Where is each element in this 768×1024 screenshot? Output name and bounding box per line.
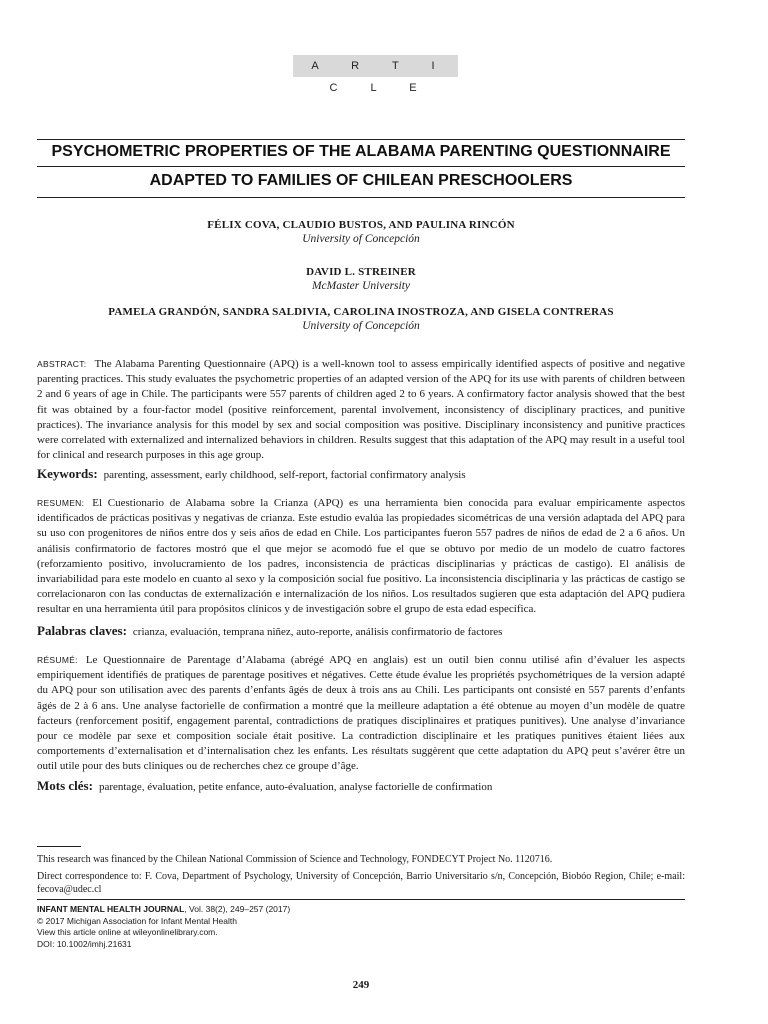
keywords-fr	[37, 778, 685, 794]
title-middle-rule	[37, 166, 685, 167]
palabras-claves-text: crianza, evaluación, temprana niñez, auto-reporte, análisis confirmatorio de factores	[132, 626, 503, 638]
journal-doi: DOI: 10.1002/imhj.21631	[37, 938, 132, 949]
journal-info	[37, 904, 685, 950]
journal-copyright: © 2017 Michigan Association for Infant Mental Health	[37, 915, 237, 926]
resumen-text: El Cuestionario de Alabama sobre la Crianza (APQ) es una herramienta bien conocida para evaluar empíricamente aspectos identificados de prácticas positivas y negativas de crianza. Este estudio evalúa las propiedades sicométricas de una versión adaptada del APQ para su uso con progenitores de niños entre dos y seis años de edad en Chile. Los participantes fueron 557 padres de niños de edad de 2 a 6 años. Un análisis confirmatorio de factores mostró que el que mejor se acomodó fue el que se obtuvo por medio de un modelo de cuatro factores (reforzamiento positivo, involucramiento de los padres, inconsistencia de prácticas disciplinarias y prácticas de castigo). El análisis de invariabilidad para este modelo en cuanto al sexo y la composición social fue positivo. La inconsistencia disciplinaria y las prácticas de castigo se correlacionaron con las conductas de externalización e internalización de los niños. Los resultados sugieren que esta adaptación del APQ pudiera resultar en una herramienta útil para propósitos clínicos y de investigación sobre el grupo de esta edad específica.	[37, 497, 685, 616]
keywords-label: Keywords:	[37, 466, 98, 481]
author-group-3: PAMELA GRANDÓN, SANDRA SALDIVIA, CAROLINA INOSTROZA, AND GISELA CONTRERAS	[108, 306, 614, 318]
journal-volume: , Vol. 38(2), 249–257 (2017)	[184, 904, 291, 914]
article-type-badge: A R T I C L E	[293, 55, 458, 77]
abstract-text: The Alabama Parenting Questionnaire (APQ) is a well-known tool to assess empirically identified aspects of positive and negative parenting practices. This study evaluates the psychometric properties of an adapted version of the APQ for its use with parents of children between 2 and 6 years of age in Chile. The participants were 557 parents of children aged 2 to 6 years. A confirmatory factor analysis showed that the best fit was obtained by a four-factor model (positive reinforcement, parental involvement, inconsistency of disciplinary practices, and punitive practices). The invariance analysis for this model by sex and social composition was positive. Disciplinary inconsistency and punitive practices were correlated with externalized and internalized behaviors in children. Results suggest that this adaptation of the APQ may result in a useful tool for clinical and research purposes in this age group.	[37, 358, 685, 462]
resume-text: Le Questionnaire de Parentage d’Alabama (abrégé APQ en anglais) est un outil bien connu utilisé afin d’évaluer les aspects empiriquement identifiés de pratiques de parentage positives et négatives. Cette étude évalue les propriétés psychométriques de la version adapté du APQ pour son utilisation avec des parents d’enfants âgés de deux à trois ans au Chili. Les participants ont consisté en 557 parents d’enfants âgés de 2 à 6 ans. Une analyse factorielle de confirmation a montré que la meilleure adaptation a été obtenue au moyen d’un modèle de quatre facteurs (renforcement positif, engagement parental, contradictions de pratiques disciplinaires et pratiques punitives). Une analyse d’invariance pour ce modèle par sexe et composition sociale était positive. La contradiction disciplinaire et les pratiques punitives étaient liées aux comportements d’externalisation et d’internalisation chez les enfants. Les résultats suggèrent que cette adaptation du APQ peut s’avérer être un outil utile pour des buts cliniques ou de recherches chez ce groupe d’âge.	[37, 654, 685, 773]
affiliation-2: McMaster University	[311, 280, 411, 292]
abstract-en	[37, 357, 685, 463]
journal-online: View this article online at wileyonlinelibrary.com.	[37, 927, 218, 937]
title-top-rule	[37, 139, 685, 140]
mots-cles-text: parentage, évaluation, petite enfance, auto-évaluation, analyse factorielle de confirmation	[98, 781, 493, 793]
affiliation-3: University of Concepción	[302, 320, 420, 332]
journal-info-rule	[37, 899, 685, 900]
palabras-claves-label: Palabras claves:	[37, 623, 127, 638]
author-group-2: DAVID L. STREINER	[306, 266, 416, 278]
mots-cles-label: Mots clés:	[37, 778, 93, 793]
author-group-1: FÉLIX COVA, CLAUDIO BUSTOS, AND PAULINA RINCÓN	[207, 219, 515, 231]
affiliation-1: University of Concepción	[302, 233, 420, 245]
keywords-text: parenting, assessment, early childhood, self-report, factorial confirmatory analysis	[103, 469, 466, 481]
abstract-label: ABSTRACT:	[37, 359, 87, 369]
funding-footnote: This research was financed by the Chilean National Commission of Science and Technology, FONDECYT Project No. 1120716.	[37, 854, 553, 865]
title-line-1: PSYCHOMETRIC PROPERTIES OF THE ALABAMA PARENTING QUESTIONNAIRE	[51, 143, 671, 160]
title-bottom-rule	[37, 197, 685, 198]
abstract-es	[37, 496, 685, 618]
resumen-label: RESUMEN:	[37, 498, 85, 508]
correspondence-footnote: Direct correspondence to: F. Cova, Department of Psychology, University of Concepción, Barrio Universitario s/n, Concepción, Biobóo Region, Chile; e-mail: fecova@udec.cl	[37, 871, 685, 895]
page-number: 249	[352, 979, 370, 991]
keywords-es	[37, 623, 685, 639]
article-page	[37, 0, 685, 1024]
journal-name: INFANT MENTAL HEALTH JOURNAL	[37, 904, 185, 914]
footnote-rule	[37, 846, 81, 847]
keywords-en	[37, 466, 685, 482]
title-line-2: ADAPTED TO FAMILIES OF CHILEAN PRESCHOOLERS	[149, 172, 573, 189]
resume-label: RÉSUMÉ:	[37, 655, 78, 665]
abstract-fr	[37, 653, 685, 775]
